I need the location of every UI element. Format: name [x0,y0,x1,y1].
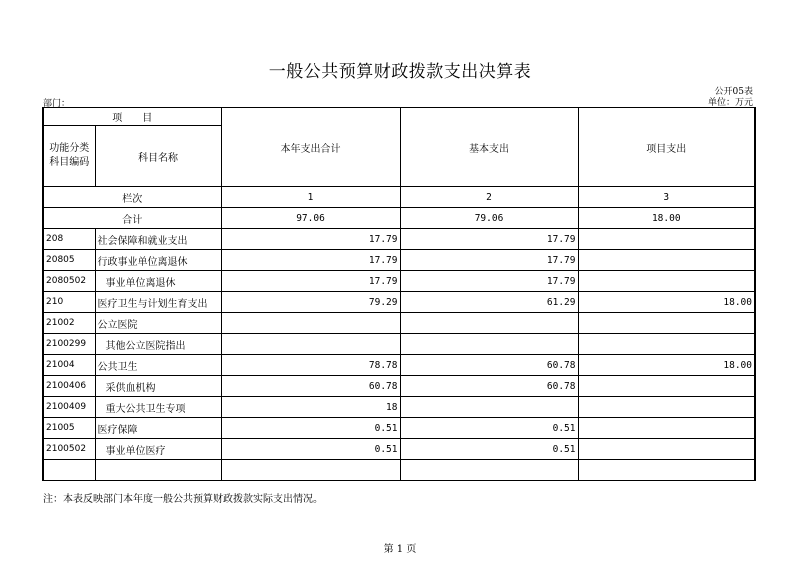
row-total: 79.29 [221,292,400,313]
row-code: 21005 [43,418,95,439]
row-code [43,460,95,481]
table-row [43,418,755,439]
row-code: 2080502 [43,271,95,292]
row-name: 其他公立医院指出 [95,334,221,355]
row-basic: 17.79 [400,250,578,271]
row-total [221,460,400,481]
table-row [43,397,755,418]
row-project [578,229,755,250]
row-name: 社会保障和就业支出 [95,229,221,250]
col-no-2: 2 [400,187,578,208]
form-code: 公开05表 [714,87,753,97]
row-basic: 17.79 [400,229,578,250]
row-basic: 0.51 [400,418,578,439]
row-basic [400,313,578,334]
row-project [578,334,755,355]
col-no-3: 3 [578,187,755,208]
row-code: 210 [43,292,95,313]
code-col-header: 功能分类科目编码 [43,126,95,187]
table-row [43,376,755,397]
row-basic: 60.78 [400,355,578,376]
row-project: 18.00 [578,292,755,313]
row-name: 公共卫生 [95,355,221,376]
row-total [221,313,400,334]
row-code: 208 [43,229,95,250]
row-basic: 0.51 [400,439,578,460]
column-no-label: 栏次 [43,187,221,208]
row-basic [400,334,578,355]
row-code: 20805 [43,250,95,271]
table-row [43,292,755,313]
row-project [578,271,755,292]
total-sum: 97.06 [221,208,400,229]
table-row [43,313,755,334]
row-name: 医疗卫生与计划生育支出 [95,292,221,313]
row-basic: 60.78 [400,376,578,397]
row-project [578,250,755,271]
col-no-1: 1 [221,187,400,208]
row-total: 17.79 [221,250,400,271]
row-name: 医疗保障 [95,418,221,439]
row-name: 重大公共卫生专项 [95,397,221,418]
row-total [221,334,400,355]
row-project [578,460,755,481]
row-name: 事业单位医疗 [95,439,221,460]
row-code: 2100299 [43,334,95,355]
row-name [95,460,221,481]
row-basic [400,460,578,481]
table-row [43,250,755,271]
table-row [43,355,755,376]
name-col-header: 科目名称 [95,126,221,187]
row-total: 17.79 [221,229,400,250]
row-project [578,397,755,418]
row-total: 78.78 [221,355,400,376]
row-name: 行政事业单位离退休 [95,250,221,271]
project-col-header: 项目支出 [578,108,755,187]
row-project: 18.00 [578,355,755,376]
row-total: 17.79 [221,271,400,292]
row-code: 21002 [43,313,95,334]
column-number-row [43,187,755,208]
basic-col-header: 基本支出 [400,108,578,187]
row-total: 0.51 [221,439,400,460]
total-label: 合计 [43,208,221,229]
row-project [578,439,755,460]
row-project [578,376,755,397]
total-basic: 79.06 [400,208,578,229]
row-code: 21004 [43,355,95,376]
row-total: 18 [221,397,400,418]
row-name: 事业单位离退休 [95,271,221,292]
item-header: 项 目 [43,108,221,126]
row-code: 2100409 [43,397,95,418]
page-title: 一般公共预算财政拨款支出决算表 [268,62,532,82]
row-project [578,418,755,439]
page-number: 第 1 页 [383,544,417,555]
row-project [578,313,755,334]
row-basic: 17.79 [400,271,578,292]
row-name: 公立医院 [95,313,221,334]
total-row [43,208,755,229]
row-code: 2100406 [43,376,95,397]
table-row [43,439,755,460]
table-row [43,229,755,250]
department-label: 部门： [43,99,71,109]
row-basic: 61.29 [400,292,578,313]
row-code: 2100502 [43,439,95,460]
footnote: 注：本表反映部门本年度一般公共预算财政拨款实际支出情况。 [43,494,323,505]
row-basic [400,397,578,418]
row-total: 60.78 [221,376,400,397]
row-name: 采供血机构 [95,376,221,397]
row-total: 0.51 [221,418,400,439]
total-col-header: 本年支出合计 [221,108,400,187]
header-row-1 [43,108,755,126]
expenditure-table [42,107,756,481]
total-project: 18.00 [578,208,755,229]
table-row [43,334,755,355]
table-row [43,460,755,481]
table-row [43,271,755,292]
unit-label: 单位：万元 [707,98,753,108]
